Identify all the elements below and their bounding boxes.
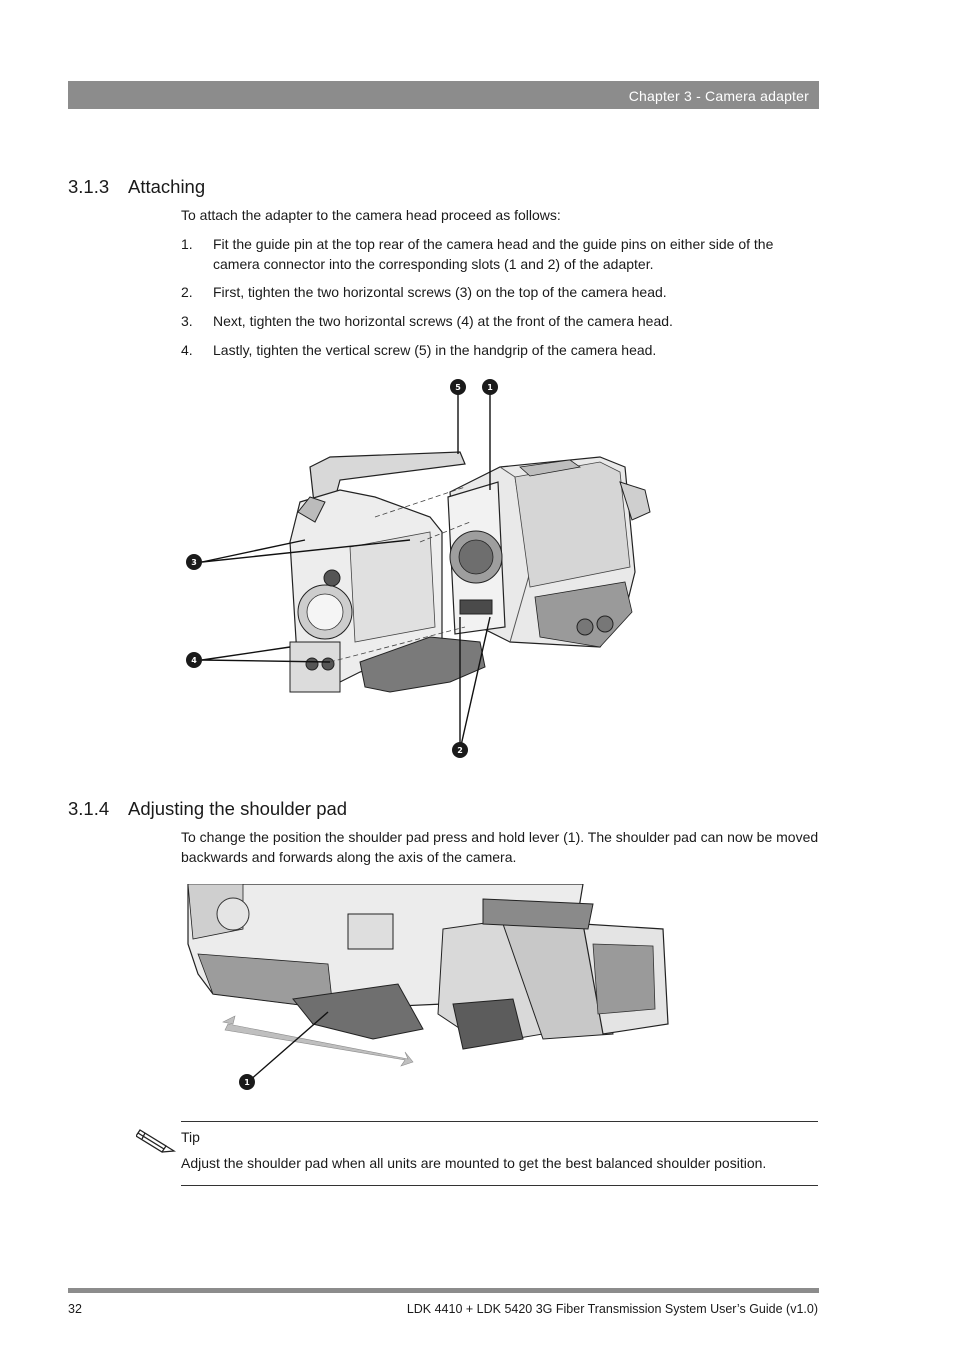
tip-top-rule [181,1121,818,1122]
pencil-icon [136,1124,176,1156]
chapter-title: Chapter 3 - Camera adapter [628,88,809,104]
shoulder-pad-intro: To change the position the shoulder pad press and hold lever (1). The shoulder pad can now be moved backwards and forwards along the axis of the camera. [181,829,819,865]
footer-bar [68,1288,819,1293]
step-number: 3. [181,313,193,329]
svg-text:1: 1 [487,383,493,392]
section-title: Attaching [128,176,206,197]
tip-bottom-rule [181,1185,818,1186]
svg-text:5: 5 [455,383,461,392]
document-title: LDK 4410 + LDK 5420 3G Fiber Transmission System User’s Guide (v1.0) [406,1302,818,1316]
camera-adapter-attach-illustration [180,372,670,767]
step-number: 1. [181,236,193,252]
chapter-header-bar [68,81,819,109]
step-number: 2. [181,284,193,300]
section-heading-attaching [68,176,205,198]
step-text: Fit the guide pin at the top rear of the camera head and the guide pins on either side of the camera connector into the corresponding slots (1 and 2) of the adapter. [213,236,774,272]
tip-text: Adjust the shoulder pad when all units are mounted to get the best balanced shoulder position. [181,1155,767,1171]
attaching-intro: To attach the adapter to the camera head proceed as follows: [181,207,561,223]
page-number: 32 [68,1302,82,1316]
svg-text:4: 4 [191,656,197,665]
shoulder-pad-illustration [183,884,673,1094]
svg-text:3: 3 [191,558,197,567]
section-title: Adjusting the shoulder pad [128,798,348,819]
step-text: Lastly, tighten the vertical screw (5) in the handgrip of the camera head. [213,342,657,358]
callout-2 [452,742,468,758]
svg-text:2: 2 [457,746,463,755]
section-number: 3.1.3 [68,176,110,197]
step-text: First, tighten the two horizontal screws (3) on the top of the camera head. [213,284,667,300]
step-text: Next, tighten the two horizontal screws (4) at the front of the camera head. [213,313,673,329]
camera-adapter-drawing [448,457,650,647]
callout-1 [239,1074,255,1090]
section-number: 3.1.4 [68,798,110,819]
callout-3 [186,554,202,570]
tip-label: Tip [181,1129,200,1145]
step-number: 4. [181,342,193,358]
callout-5 [450,379,466,395]
camera-side-drawing [188,884,668,1049]
section-heading-shoulder-pad [68,798,347,820]
callout-1 [482,379,498,395]
callout-4 [186,652,202,668]
svg-text:1: 1 [244,1078,250,1087]
callout-leader [249,1012,328,1081]
